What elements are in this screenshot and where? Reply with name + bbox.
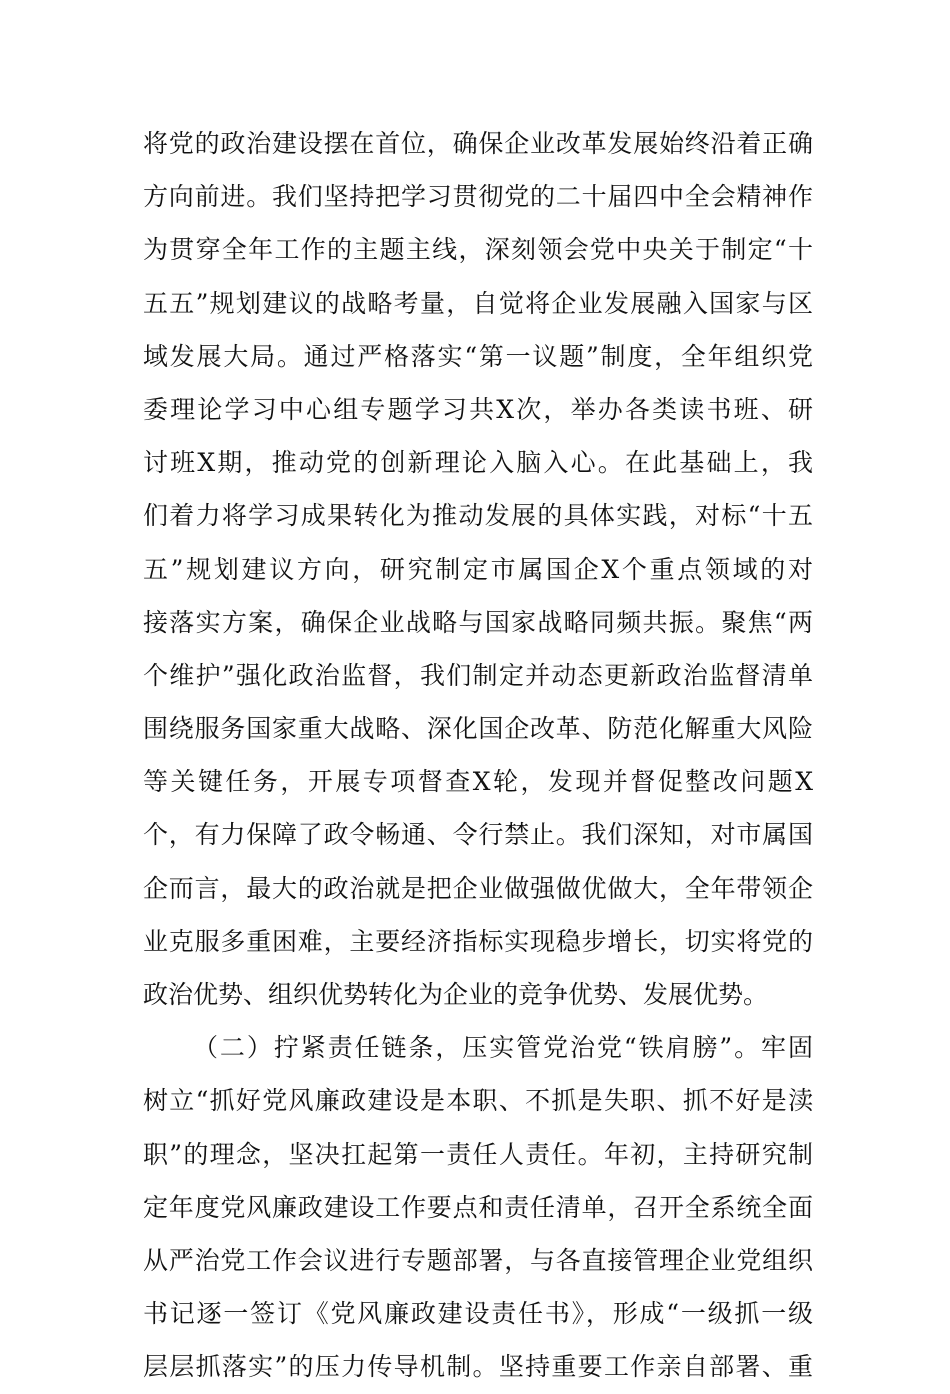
- text-line: 五”规划建议方向，研究制定市属国企X个重点领域的对: [143, 554, 813, 584]
- paragraph-2: [143, 1021, 813, 1393]
- text-line: 业克服多重困难，主要经济指标实现稳步增长，切实将党的: [143, 926, 813, 956]
- text-line: 企而言，最大的政治就是把企业做强做优做大，全年带领企: [143, 873, 813, 903]
- text-line: 将党的政治建设摆在首位，确保企业改革发展始终沿着正确: [143, 129, 813, 158]
- text-line: 个，有力保障了政令畅通、令行禁止。我们深知，对市属国: [143, 820, 813, 850]
- text-line: 方向前进。我们坚持把学习贯彻党的二十届四中全会精神作: [143, 182, 813, 212]
- text-line: 等关键任务，开展专项督查X轮，发现并督促整改问题X: [143, 767, 813, 797]
- text-line: 接落实方案，确保企业战略与国家战略同频共振。聚焦“两: [143, 607, 813, 637]
- text-line: 个维护”强化政治监督，我们制定并动态更新政治监督清单: [143, 660, 813, 690]
- section-heading-line: （二）拧紧责任链条，压实管党治党“铁肩膀”。牢固: [193, 1033, 813, 1063]
- body-text: [143, 117, 813, 1394]
- text-line: 职”的理念，坚决扛起第一责任人责任。年初，主持研究制: [143, 1139, 813, 1169]
- text-line: 们着力将学习成果转化为推动发展的具体实践，对标“十五: [143, 501, 813, 531]
- text-line: 委理论学习中心组专题学习共X次，举办各类读书班、研: [143, 394, 813, 424]
- text-line: 讨班X期，推动党的创新理论入脑入心。在此基础上，我: [143, 448, 813, 478]
- text-line: 从严治党工作会议进行专题部署，与各直接管理企业党组织: [143, 1245, 813, 1275]
- text-line: 书记逐一签订《党风廉政建设责任书》，形成“一级抓一级: [143, 1299, 813, 1329]
- text-line: 围绕服务国家重大战略、深化国企改革、防范化解重大风险: [143, 714, 813, 744]
- text-line: 五五”规划建议的战略考量，自觉将企业发展融入国家与区: [143, 288, 813, 318]
- paragraph-1: [143, 117, 813, 1021]
- text-line: 域发展大局。通过严格落实“第一议题”制度，全年组织党: [143, 341, 813, 371]
- text-line: 定年度党风廉政建设工作要点和责任清单，召开全系统全面: [143, 1192, 813, 1222]
- text-line: 层层抓落实”的压力传导机制。坚持重要工作亲自部署、重: [143, 1352, 813, 1382]
- text-line: 为贯穿全年工作的主题主线，深刻领会党中央关于制定“十: [143, 235, 813, 265]
- text-line: 政治优势、组织优势转化为企业的竞争优势、发展优势。: [143, 980, 769, 1009]
- text-line: 树立“抓好党风廉政建设是本职、不抓是失职、抓不好是渎: [143, 1086, 813, 1116]
